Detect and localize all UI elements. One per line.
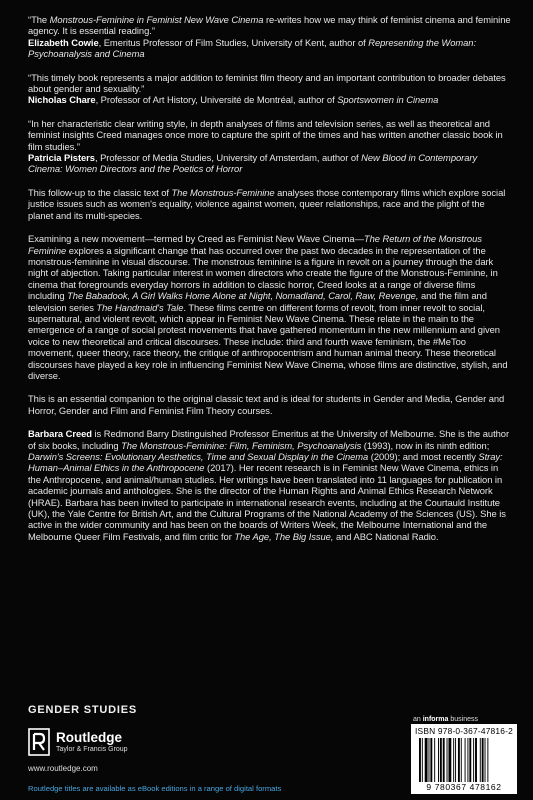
publisher-logo bbox=[28, 728, 128, 756]
barcode-bar bbox=[480, 738, 481, 782]
barcode-bar bbox=[448, 738, 451, 782]
publisher-url[interactable]: www.routledge.com bbox=[28, 764, 98, 773]
quote-attribution: Patricia Pisters, Professor of Media Studies, University of Amsterdam, author of New Blood in Contemporary Cinema: Women Directors and the Poetics of Horror bbox=[28, 152, 478, 175]
quote-text: “In her characteristic clear writing style, in depth analyses of films and television series, as well as theoretical and feminist insights Creed manages once more to capture the spirit of the times and has written another classic book in film studies.” bbox=[28, 117, 503, 152]
barcode-bar bbox=[485, 738, 486, 782]
back-cover-text bbox=[28, 14, 512, 554]
quote-attribution: Elizabeth Cowie, Emeritus Professor of Film Studies, University of Kent, author of Representing the Woman: Psychoanalysis and Cinema bbox=[28, 36, 477, 60]
quote-attribution: Nicholas Chare, Professor of Art History, Université de Montréal, author of Sportswomen in Cinema bbox=[28, 94, 439, 106]
barcode-bar bbox=[473, 738, 474, 782]
barcode-bar bbox=[430, 738, 432, 782]
barcode-bar bbox=[440, 738, 442, 782]
quote-text: “This timely book represents a major addition to feminist film theory and an important contribution to broader debates about gender and sexuality.” bbox=[28, 71, 506, 95]
barcode-bar bbox=[461, 738, 462, 782]
barcode-bar bbox=[487, 738, 488, 782]
barcode-bar bbox=[434, 738, 435, 782]
subject-label: GENDER STUDIES bbox=[28, 704, 137, 716]
description-paragraph: Examining a new movement—termed by Creed as Feminist New Wave Cinema—The Return of the Monstrous Feminine explores a significant change that has occurred over the past two decades in the representation of the monstrous-feminine in visual discourse. The monstrous feminine is a figure in revolt on a journey through the dark night of abjection. Taking particular interest in women directors who create the figure of the Monstrous-Feminine, in cinema that foregrounds everyday horrors in addition to classic horror, Creed looks at a range of diverse films including The Babadook, A Girl Walks Home Alone at Night, Nomadland, Carol, Raw, Revenge, and the film and television series The Handmaid's Tale. These films centre on different forms of revolt, from inner revolt to social, supernatural, and violent revolt, which appear in Feminist New Wave Cinema. These relate in the main to the emergence of a range of social protest movements that have gathered momentum in the new millennium and given voice to new theoretical and critical discourses. These include: third and fourth wave feminism, the #MeToo movement, queer theory, race theory, the critique of anthropocentrism and human animal theory. These theoretical discourses have played a key role in influencing Feminist New Wave Cinema, whose films are distinctive, stylish, and diverse. bbox=[28, 233, 508, 381]
barcode-bar bbox=[422, 738, 423, 782]
author-bio: Barbara Creed is Redmond Barry Distinguished Professor Emeritus at the University of Melbourne. She is the author of six books, including The Monstrous-Feminine: Film, Feminism, Psychoanalysis (1993), now in its ninth edition; Darwin's Screens: Evolutionary Aesthetics, Time and Sexual Display in the Cinema (2009); and most recently Stray: Human–Animal Ethics in the Anthropocene (2017). Her recent research is in Feminist New Wave Cinema, ethics in the Anthropocene, and animal/human studies. Her writings have been translated into 11 languages for publication in academic journals and anthologies. She is the director of the Human Rights and Animal Ethics Research Network (HRAE). Barbara has been invited to participate in international research events, including at the Courtauld Institute (UK), the Yale Centre for British Art, and the Cultural Programs of the National Academy of the Sciences (US). She is active in the wider community and has been on the boards of Writers Week, the Melbourne International and the Melbourne Queer Film Festivals, and film critic for The Age, The Big Issue, and ABC National Radio. bbox=[28, 428, 510, 542]
barcode-digits: 9 780367 478162 bbox=[426, 782, 502, 792]
publisher-group: Taylor & Francis Group bbox=[56, 745, 128, 753]
isbn-number: ISBN 978-0-367-47816-2 bbox=[415, 726, 513, 736]
audience-paragraph: This is an essential companion to the original classic text and is ideal for students in Gender and Media, Gender and Horror, Gender and Film and Feminist Film Theory courses. bbox=[28, 393, 505, 416]
barcode-bar bbox=[475, 738, 477, 782]
barcode-bar bbox=[438, 738, 439, 782]
barcode-bar bbox=[455, 738, 456, 782]
barcode-bar bbox=[425, 738, 428, 782]
barcode-bar bbox=[467, 738, 468, 782]
ebook-note: Routledge titles are available as eBook editions in a range of digital formats bbox=[28, 784, 282, 793]
quote-text: “The Monstrous-Feminine in Feminist New Wave Cinema re-writes how we may think of feminist cinema and feminine agency. It is essential reading.” bbox=[28, 14, 511, 37]
barcode-bar bbox=[453, 738, 454, 782]
routledge-r-icon bbox=[28, 728, 50, 756]
isbn-barcode bbox=[411, 724, 517, 794]
barcode-bar bbox=[447, 738, 448, 782]
endorsement-3 bbox=[28, 118, 512, 175]
informa-tag: an informa business bbox=[413, 716, 478, 723]
endorsement-2 bbox=[28, 72, 512, 106]
endorsement-1 bbox=[28, 14, 512, 60]
barcode-bar bbox=[443, 738, 445, 782]
publisher-name: Routledge bbox=[56, 729, 122, 745]
summary-paragraph: This follow-up to the classic text of The Monstrous-Feminine analyses those contemporary films which explore social justice issues such as women's equality, violence against women, queer relationships, race and the plight of the planet and its multi-species. bbox=[28, 186, 506, 221]
barcode-bar bbox=[458, 738, 460, 782]
barcode-bar bbox=[469, 738, 471, 782]
barcode-icon bbox=[419, 738, 509, 782]
barcode-bar bbox=[465, 738, 466, 782]
barcode-bar bbox=[429, 738, 430, 782]
barcode-bar bbox=[482, 738, 484, 782]
barcode-bar bbox=[419, 738, 421, 782]
